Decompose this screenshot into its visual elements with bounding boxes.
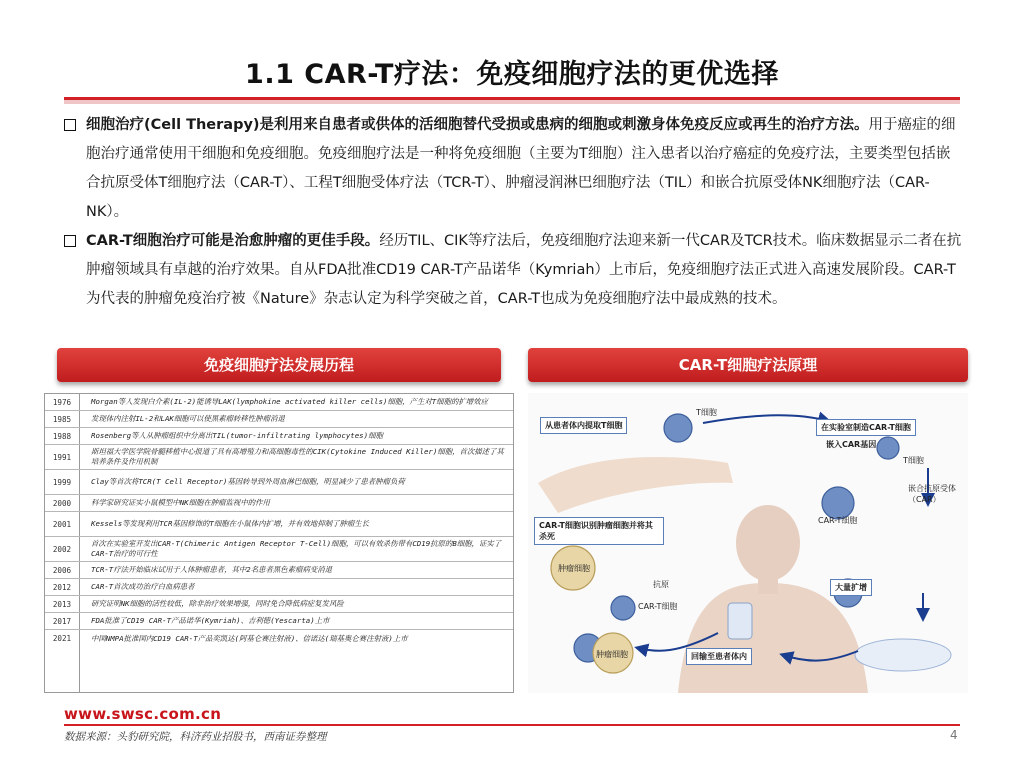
- label-t-cell-2: T细胞: [903, 456, 924, 465]
- page-title: 1.1 CAR-T疗法：免疫细胞疗法的更优选择: [245, 59, 779, 90]
- body-text: [64, 111, 964, 314]
- timeline-year: 2001: [52, 519, 72, 529]
- flow-arrow: [703, 415, 828, 423]
- timeline-year: 2006: [52, 565, 72, 575]
- paragraph-bold-lead: CAR-T细胞治疗可能是治愈肿瘤的更佳手段。: [86, 233, 380, 249]
- label-tumor-cell-2: 肿瘤细胞: [596, 650, 628, 659]
- timeline-year: 1999: [52, 477, 72, 487]
- timeline-event: Morgan等人发现白介素(IL-2)能诱导LAK(lymphokine activated killer cells)细胞，产生对T细胞的扩增效应: [91, 397, 488, 406]
- t-cell-icon: [877, 437, 899, 459]
- timeline-year: 2017: [52, 616, 72, 626]
- label-car-t-cell: CAR-T细胞: [818, 516, 858, 525]
- timeline-event: Rosenberg等人从肿瘤组织中分离出TIL(tumor-infiltrating lymphocytes)细胞: [91, 431, 383, 440]
- diagram-header: CAR-T细胞疗法原理: [528, 348, 968, 382]
- timeline-row: [45, 596, 513, 613]
- timeline-event: 科学家研究证实小鼠模型中NK细胞在肿瘤监视中的作用: [91, 498, 270, 507]
- label-extract: 从患者体内提取T细胞: [540, 417, 627, 434]
- timeline-event: 中国NMPA批准国内CD19 CAR-T产品奕凯达(阿基仑赛注射液)、倍诺达(瑞基奥仑赛注射液)上市: [91, 633, 408, 643]
- timeline-event: Clay等首次将TCR(T Cell Receptor)基因转导到外周血淋巴细胞，明显减少了患者肿瘤负荷: [91, 477, 405, 486]
- timeline-event: Kessels等发现利用TCR基因修饰的T细胞在小鼠体内扩增，并有效地抑制了肿瘤生长: [91, 519, 370, 528]
- t-cell-icon: [664, 414, 692, 442]
- label-receptor: 嵌合抗原受体（CAR）: [908, 484, 956, 504]
- timeline-year: 1985: [52, 414, 72, 424]
- timeline-event: 斯坦福大学医学院骨髓移植中心报道了具有高增殖力和高细胞毒性的CIK(Cytokine Induced Killer)细胞，首次描述了其培养条件及作用机制: [91, 447, 504, 466]
- petri-dish-icon: [855, 639, 951, 671]
- timeline-row: [45, 495, 513, 512]
- timeline-row: [45, 613, 513, 630]
- timeline-event: FDA批准了CD19 CAR-T产品诺华(Kymriah)、吉利德(Yescarta)上市: [91, 616, 330, 625]
- timeline-year: 2000: [52, 498, 72, 508]
- label-recognize: CAR-T细胞识别肿瘤细胞并将其杀死: [534, 517, 664, 545]
- timeline-event: 发现体内注射IL-2和LAK细胞可以使黑素瘤转移性肿瘤消退: [91, 414, 285, 423]
- timeline-row: [45, 630, 513, 647]
- label-car-t-cell-2: CAR-T细胞: [638, 602, 678, 611]
- timeline-row: [45, 562, 513, 579]
- arm-icon: [538, 457, 733, 513]
- iv-bag-icon: [728, 603, 752, 639]
- label-expand: 大量扩增: [830, 579, 872, 596]
- paragraph-cell-therapy: [64, 111, 964, 227]
- timeline-year: 2012: [52, 582, 72, 592]
- timeline-row: [45, 428, 513, 445]
- timeline-event: 研究证明NK细胞的活性较低，除非治疗效果增强，同时免合降低病症复发风险: [91, 599, 344, 608]
- footer-url: www.swsc.com.cn: [64, 705, 222, 723]
- car-t-principle-diagram: [528, 393, 968, 693]
- paragraph-text: 经历TIL、CIK等疗法后，免疫细胞疗法迎来新一代CAR及TCR技术。临床数据显示二者在抗肿瘤领域具有卓越的治疗效果。自从FDA批准CD19 CAR-T产品诺华（Kymriah）上市后，免疫细胞疗法正式进入高速发展阶段。CAR-T为代表的肿瘤免疫治疗被《Nature》杂志认定为科学突破之首，CAR-T也成为免疫细胞疗法中最成熟的技术。: [86, 233, 962, 307]
- timeline-year: 1988: [52, 431, 72, 441]
- paragraph-bold-lead: 细胞治疗(Cell Therapy)是利用来自患者或供体的活细胞替代受损或患病的细胞或刺激身体免疫反应或再生的治疗方法。: [86, 117, 869, 133]
- timeline-row: [45, 470, 513, 495]
- development-timeline: [44, 393, 514, 693]
- timeline-row: [45, 411, 513, 428]
- page-number: 4: [950, 728, 958, 742]
- car-t-cell-icon: [611, 596, 635, 620]
- label-antigen: 抗原: [653, 580, 669, 589]
- label-infuse: 回输至患者体内: [686, 648, 752, 665]
- timeline-row: [45, 512, 513, 537]
- timeline-row: [45, 537, 513, 562]
- timeline-row: [45, 579, 513, 596]
- checkbox-bullet-icon: [64, 235, 76, 247]
- title-divider: [64, 97, 960, 104]
- footer-source: 数据来源：头豹研究院，科济药业招股书，西南证券整理: [64, 731, 327, 743]
- checkbox-bullet-icon: [64, 119, 76, 131]
- label-insert-car: 嵌入CAR基因: [826, 440, 877, 449]
- timeline-year: 2002: [52, 544, 72, 554]
- label-tumor-cell: 肿瘤细胞: [558, 564, 590, 573]
- timeline-event: TCR-T疗法开始临床试用于人体肿瘤患者，其中2名患者黑色素瘤病变消退: [91, 565, 333, 574]
- paragraph-car-t: [64, 227, 964, 314]
- timeline-year: 1976: [52, 397, 72, 407]
- timeline-event: 首次在实验室开发出CAR-T(Chimeric Antigen Receptor T-Cell)细胞，可以有效杀伤带有CD19抗原的B细胞，证实了CAR-T治疗的可行性: [91, 539, 502, 558]
- timeline-year: 1991: [52, 452, 72, 462]
- timeline-row: [45, 394, 513, 411]
- timeline-year: 2021: [52, 634, 72, 643]
- footer-divider: [64, 724, 960, 726]
- timeline-header: 免疫细胞疗法发展历程: [57, 348, 501, 382]
- paragraph-text: 用于癌症的细胞治疗通常使用干细胞和免疫细胞。免疫细胞疗法是一种将免疫细胞（主要为T细胞）注入患者以治疗癌症的免疫疗法，主要类型包括嵌合抗原受体T细胞疗法（CAR-T）、工程T细胞受体疗法（TCR-T）、肿瘤浸润淋巴细胞疗法（TIL）和嵌合抗原受体NK细胞疗法（CAR-NK）。: [86, 117, 956, 220]
- timeline-year: 2013: [52, 599, 72, 609]
- label-t-cell: T细胞: [696, 408, 717, 417]
- label-prepare: 在实验室制造CAR-T细胞: [816, 419, 916, 436]
- timeline-event: CAR-T首次成功治疗白血病患者: [91, 582, 195, 591]
- timeline-row: [45, 445, 513, 470]
